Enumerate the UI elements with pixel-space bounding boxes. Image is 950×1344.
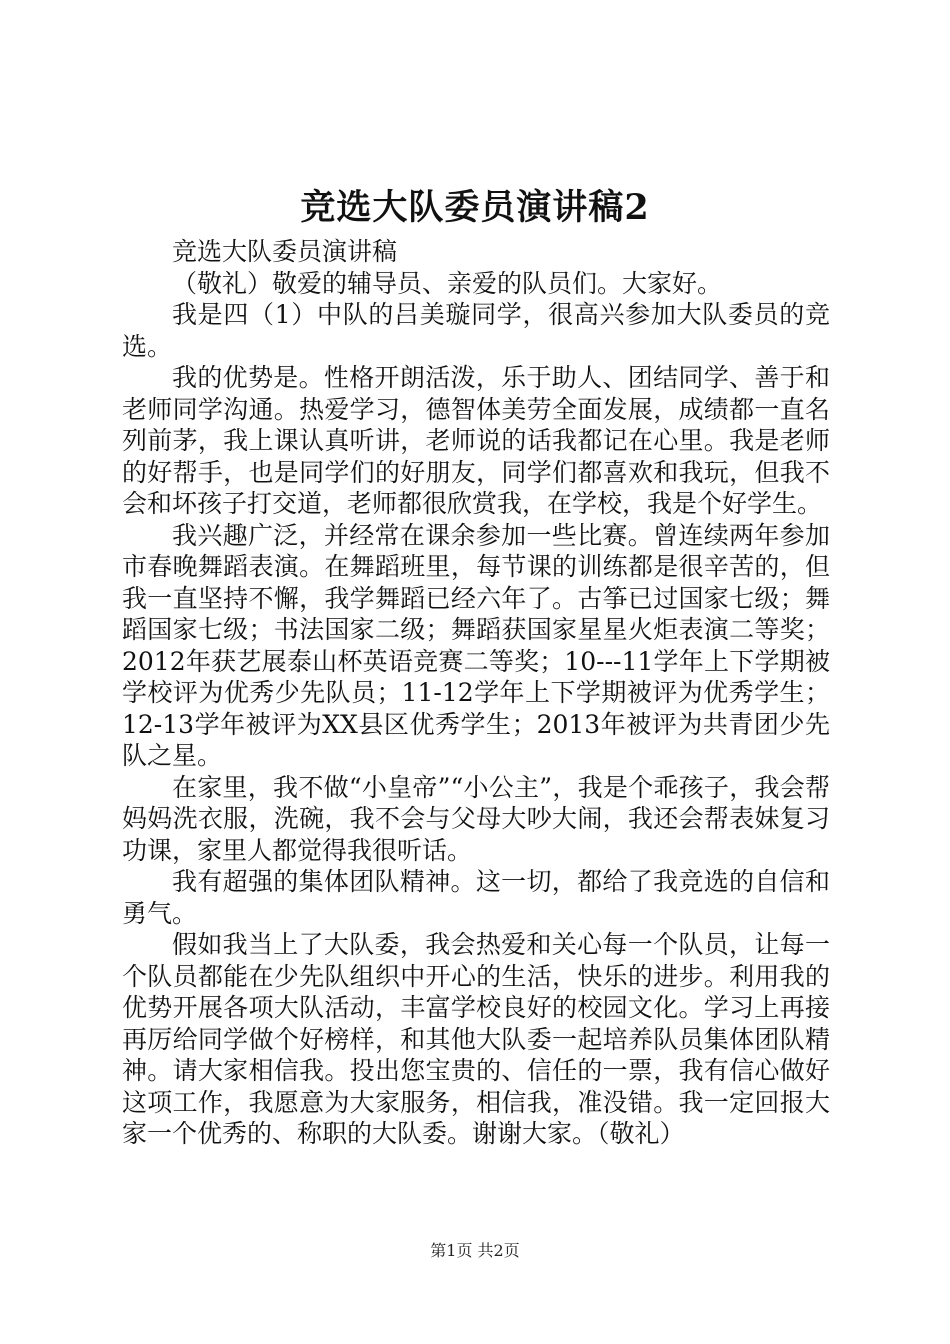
paragraph-subtitle: 竞选大队委员演讲稿 — [172, 237, 398, 266]
paragraph-introduction: 我是四（1）中队的吕美璇同学，很高兴参加大队委员的竞选。 — [122, 300, 830, 361]
paragraph-team-spirit: 我有超强的集体团队精神。这一切，都给了我竞选的自信和勇气。 — [122, 867, 830, 928]
paragraph-home: 在家里，我不做“小皇帝”“小公主”，我是个乖孩子，我会帮妈妈洗衣服，洗碗，我不会与父母大吵大闹，我还会帮表妹复习功课，家里人都觉得我很听话。 — [122, 772, 830, 865]
paragraph-interests: 我兴趣广泛，并经常在课余参加一些比赛。曾连续两年参加市春晚舞蹈表演。在舞蹈班里，每节课的训练都是很辛苦的，但我一直坚持不懈，我学舞蹈已经六年了。古筝已过国家七级；舞蹈国家七级；书法国家二级；舞蹈获国家星星火炬表演二等奖；2012年获艺展泰山杯英语竞赛二等奖；10---11学年上下学期被学校评为优秀少先队员；11-12学年上下学期被评为优秀学生；12-13学年被评为XX县区优秀学生；2013年被评为共青团少先队之星。 — [122, 520, 830, 770]
document-title: 竞选大队委员演讲稿2 — [300, 187, 650, 228]
paragraph-strengths: 我的优势是。性格开朗活泼，乐于助人、团结同学、善于和老师同学沟通。热爱学习，德智体美劳全面发展，成绩都一直名列前茅，我上课认真听讲，老师说的话我都记在心里。我是老师的好帮手，也是同学们的好朋友，同学们都喜欢和我玩，但我不会和坏孩子打交道，老师都很欣赏我，在学校，我是个好学生。 — [122, 363, 830, 518]
paragraph-greeting: （敬礼）敬爱的辅导员、亲爱的队员们。大家好。 — [172, 268, 723, 298]
paragraph-promise: 假如我当上了大队委，我会热爱和关心每一个队员，让每一个队员都能在少先队组织中开心的生活，快乐的进步。利用我的优势开展各项大队活动，丰富学校良好的校园文化。学习上再接再厉给同学做个好榜样，和其他大队委一起培养队员集体团队精神。请大家相信我。投出您宝贵的、信任的一票，我有信心做好这项工作，我愿意为大家服务，相信我，准没错。我一定回报大家一个优秀的、称职的大队委。谢谢大家。（敬礼） — [122, 930, 830, 1148]
document-body — [122, 236, 830, 1150]
page-number-footer: 第1页 共2页 — [430, 1241, 520, 1260]
